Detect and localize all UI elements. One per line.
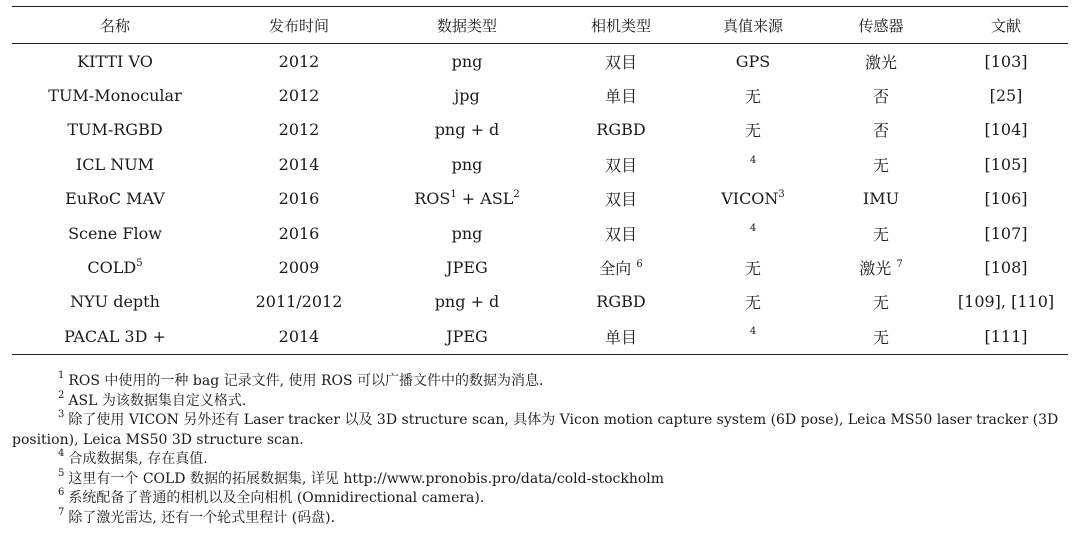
header-ground-truth: 真值来源 (722, 16, 783, 35)
cell-data-type (380, 319, 554, 354)
footnote-text: 除了激光雷达, 还有一个轮式里程计 (码盘). (68, 509, 336, 526)
cell-text: 否 (872, 121, 889, 141)
cell-sensor (818, 147, 944, 181)
cell-text: [104] (984, 120, 1028, 140)
cell-data-type (380, 113, 554, 147)
cell-data-type (380, 182, 554, 216)
cell-year (218, 285, 380, 319)
footnote-text: 除了使用 VICON 另外还有 Laser tracker 以及 3D structure scan, 具体为 Vicon motion capture system (6D pose), Leica MS50 laser tracker (3D position), Leica MS50 3D structure scan. (12, 412, 1059, 448)
footnote (12, 467, 1070, 490)
cell-text: 无 (744, 293, 761, 313)
header-camera-type: 相机类型 (590, 16, 651, 35)
footnote-text: 这里有一个 COLD 数据的拓展数据集, 详见 http://www.pronobis.pro/data/cold-stockholm (68, 470, 665, 487)
table-header-row (12, 7, 1068, 44)
cell-year (218, 319, 380, 354)
table-row (12, 147, 1068, 181)
cell-text: 2014 (278, 326, 320, 346)
cell-year (218, 147, 380, 181)
cell-text: 2016 (278, 223, 320, 243)
cell-reference (944, 182, 1068, 216)
cell-text: TUM-RGBD (67, 120, 163, 140)
cell-text: [25] (989, 86, 1023, 106)
cell-text: JPEG (446, 326, 488, 346)
cell-name (12, 285, 218, 319)
dataset-table-container (12, 6, 1068, 355)
cell-text: png + d (434, 120, 500, 140)
cell-year (218, 182, 380, 216)
cell-name (12, 319, 218, 354)
cell-camera (554, 113, 688, 147)
cell-text: 无 (872, 327, 889, 347)
footnote-mark: 6 (636, 258, 643, 270)
cell-text: VICON (721, 189, 779, 209)
cell-name (12, 250, 218, 284)
footnote-mark: 2 (58, 389, 65, 401)
dataset-table (12, 6, 1068, 355)
cell-data-type (380, 250, 554, 284)
cell-text: 2012 (278, 51, 320, 71)
cell-text: [111] (984, 326, 1028, 346)
cell-text: 双目 (604, 155, 637, 175)
header-sensor: 传感器 (858, 16, 904, 35)
cell-text: png + d (434, 292, 500, 312)
cell-camera (554, 250, 688, 284)
cell-ground-truth (688, 319, 818, 354)
cell-camera (554, 319, 688, 354)
cell-text: png (451, 223, 483, 243)
cell-text: 双目 (604, 190, 637, 210)
footnote-mark: 6 (58, 487, 65, 499)
cell-text: 无 (872, 293, 889, 313)
cell-text: 双目 (604, 224, 637, 244)
cell-camera (554, 147, 688, 181)
cell-sensor (818, 216, 944, 250)
cell-text: 激光 (859, 259, 897, 279)
cell-text: [107] (984, 223, 1028, 243)
cell-text: Scene Flow (68, 223, 162, 243)
cell-text: + ASL (456, 189, 514, 209)
cell-text: 无 (872, 155, 889, 175)
cell-text: [109], [110] (957, 292, 1055, 312)
cell-text: [103] (984, 51, 1028, 71)
cell-camera (554, 44, 688, 79)
cell-data-type (380, 147, 554, 181)
cell-camera (554, 285, 688, 319)
table-row (12, 78, 1068, 112)
cell-data-type (380, 285, 554, 319)
footnote (12, 450, 1070, 470)
footnote-mark: 5 (136, 257, 143, 269)
cell-sensor (818, 78, 944, 112)
cell-name (12, 216, 218, 250)
cell-year (218, 113, 380, 147)
cell-name (12, 147, 218, 181)
cell-sensor (818, 44, 944, 79)
cell-text: ICL NUM (75, 154, 155, 174)
footnote-mark: 4 (749, 154, 757, 166)
cell-text: 2014 (278, 154, 320, 174)
footnote-text: 合成数据集, 存在真值. (68, 451, 208, 467)
footnote (12, 389, 1070, 412)
cell-year (218, 78, 380, 112)
cell-data-type (380, 78, 554, 112)
cell-text: RGBD (596, 120, 646, 140)
cell-text: 全向 (599, 259, 637, 279)
cell-text: 否 (872, 87, 889, 107)
footnote-text: ROS 中使用的一种 bag 记录文件, 使用 ROS 可以广播文件中的数据为消息. (68, 373, 544, 389)
cell-sensor (818, 319, 944, 354)
cell-reference (944, 78, 1068, 112)
cell-camera (554, 78, 688, 112)
cell-reference (944, 44, 1068, 79)
cell-camera (554, 182, 688, 216)
cell-ground-truth (688, 285, 818, 319)
cell-text: PACAL 3D + (64, 326, 166, 346)
footnote-text: 系统配备了普通的相机以及全向相机 (Omnidirectional camera). (68, 490, 485, 506)
cell-ground-truth (688, 113, 818, 147)
cell-ground-truth (688, 147, 818, 181)
cell-data-type (380, 216, 554, 250)
cell-reference (944, 216, 1068, 250)
cell-text: TUM-Monocular (48, 86, 182, 106)
cell-text: 无 (744, 121, 761, 141)
header-release-time: 发布时间 (268, 16, 329, 35)
table-row (12, 44, 1068, 79)
footnote-mark: 7 (58, 506, 65, 518)
table-body (12, 44, 1068, 355)
footnote-mark: 4 (749, 223, 757, 235)
cell-reference (944, 113, 1068, 147)
table-row (12, 285, 1068, 319)
cell-text: jpg (454, 86, 480, 106)
cell-text: KITTI VO (77, 51, 153, 71)
cell-ground-truth (688, 216, 818, 250)
cell-text: [105] (984, 154, 1028, 174)
cell-text: png (451, 154, 483, 174)
cell-sensor (818, 182, 944, 216)
cell-text: COLD (87, 258, 137, 278)
header-data-type: 数据类型 (436, 16, 497, 35)
table-row (12, 182, 1068, 216)
cell-ground-truth (688, 250, 818, 284)
cell-camera (554, 216, 688, 250)
cell-text: 激光 (864, 52, 897, 72)
cell-year (218, 44, 380, 79)
cell-sensor (818, 285, 944, 319)
table-row (12, 319, 1068, 354)
cell-year (218, 216, 380, 250)
footnote-text: ASL 为该数据集自定义格式. (68, 392, 247, 409)
cell-data-type (380, 44, 554, 79)
footnote-mark: 1 (450, 188, 457, 200)
cell-sensor (818, 250, 944, 284)
cell-name (12, 182, 218, 216)
cell-name (12, 44, 218, 79)
footnote-mark: 7 (896, 258, 903, 270)
cell-year (218, 250, 380, 284)
cell-text: JPEG (446, 258, 488, 278)
footnotes (12, 372, 1070, 528)
footnote (12, 372, 1070, 392)
cell-text: 2009 (278, 258, 320, 278)
cell-text: 单目 (604, 87, 637, 107)
cell-text: IMU (862, 189, 900, 209)
footnote-mark: 5 (58, 467, 65, 479)
cell-text: RGBD (596, 292, 646, 312)
cell-ground-truth (688, 44, 818, 79)
table-row (12, 216, 1068, 250)
cell-ground-truth (688, 78, 818, 112)
cell-reference (944, 319, 1068, 354)
footnote-mark: 1 (58, 370, 65, 382)
cell-text: 无 (744, 259, 761, 279)
cell-text: 单目 (604, 327, 637, 347)
cell-text: GPS (735, 51, 771, 71)
footnote-mark: 4 (749, 326, 757, 338)
cell-name (12, 113, 218, 147)
footnote-mark: 3 (58, 409, 65, 421)
cell-text: 2012 (278, 86, 320, 106)
footnote (12, 506, 1070, 529)
footnote-mark: 4 (58, 448, 65, 460)
footnote-mark: 2 (513, 188, 520, 200)
footnote (12, 411, 1070, 450)
cell-text: 无 (744, 87, 761, 107)
cell-text: png (451, 51, 483, 71)
footnote (12, 489, 1070, 509)
cell-reference (944, 250, 1068, 284)
cell-text: 2012 (278, 120, 320, 140)
cell-text: 2016 (278, 189, 320, 209)
cell-text: 双目 (604, 52, 637, 72)
table-row (12, 250, 1068, 284)
cell-text: EuRoC MAV (65, 189, 165, 209)
cell-text: [106] (984, 189, 1028, 209)
cell-reference (944, 147, 1068, 181)
cell-text: [108] (984, 258, 1028, 278)
cell-ground-truth (688, 182, 818, 216)
footnote-mark: 3 (778, 188, 785, 200)
cell-reference (944, 285, 1068, 319)
header-name: 名称 (99, 16, 130, 35)
cell-text: ROS (414, 189, 451, 209)
cell-name (12, 78, 218, 112)
cell-sensor (818, 113, 944, 147)
header-reference: 文献 (990, 16, 1021, 35)
cell-text: 无 (872, 224, 889, 244)
table-row (12, 113, 1068, 147)
cell-text: 2011/2012 (255, 292, 343, 312)
cell-text: NYU depth (70, 292, 160, 312)
